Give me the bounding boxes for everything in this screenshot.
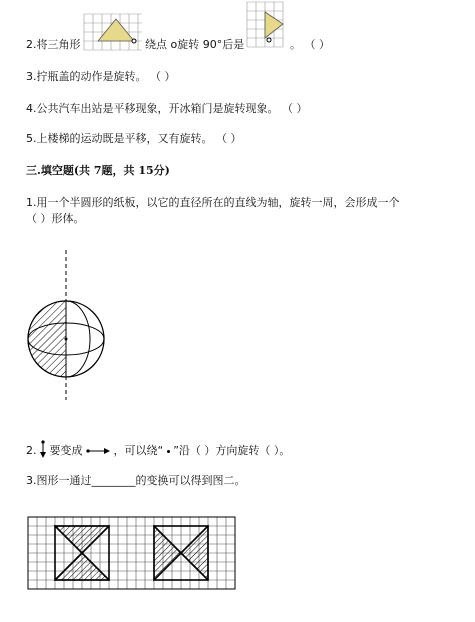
question-5: 5.上楼梯的运动既是平移，又有旋转。 （ ） [26, 132, 242, 145]
fill-2-prefix: 2. [26, 444, 37, 457]
fill-3: 3.图形一通过________的变换可以得到图二。 [26, 474, 246, 487]
fill-2-middle-3: ”沿（ ）方向旋转（ ）。 [173, 444, 291, 457]
fill-1-line-2: （ ）形体。 [26, 212, 85, 225]
dot-icon [167, 450, 170, 453]
question-2-middle: 绕点 o旋转 90°后是 [145, 38, 245, 51]
semicircle-rotation-figure [24, 250, 110, 400]
question-2-suffix: 。 （ ） [290, 38, 330, 51]
transformation-grid-figure [28, 517, 235, 589]
fill-2-middle-1: 要变成 [49, 444, 83, 457]
question-2-suffix-wrap [290, 36, 330, 52]
question-3: 3.拧瓶盖的动作是旋转。 （ ） [26, 70, 176, 83]
question-2 [26, 36, 81, 52]
triangle-grid-figure-1 [84, 14, 142, 52]
triangle-grid-figure-2 [247, 2, 287, 52]
question-4: 4.公共汽车出站是平移现象，开冰箱门是旋转现象。 （ ） [26, 102, 308, 115]
fill-2 [26, 442, 290, 460]
question-2-middle-wrap [145, 36, 244, 52]
fill-2-middle-2: ，可以绕“ [113, 444, 164, 457]
vertical-arrow-icon [40, 440, 46, 458]
section-3-heading: 三.填空题(共 7题，共 15分) [26, 164, 170, 177]
horizontal-arrow-icon [86, 448, 110, 454]
question-2-prefix: 2.将三角形 [26, 38, 81, 51]
fill-1-line-1: 1.用一个半圆形的纸板，以它的直径所在的直线为轴，旋转一周，会形成一个 [26, 196, 400, 209]
